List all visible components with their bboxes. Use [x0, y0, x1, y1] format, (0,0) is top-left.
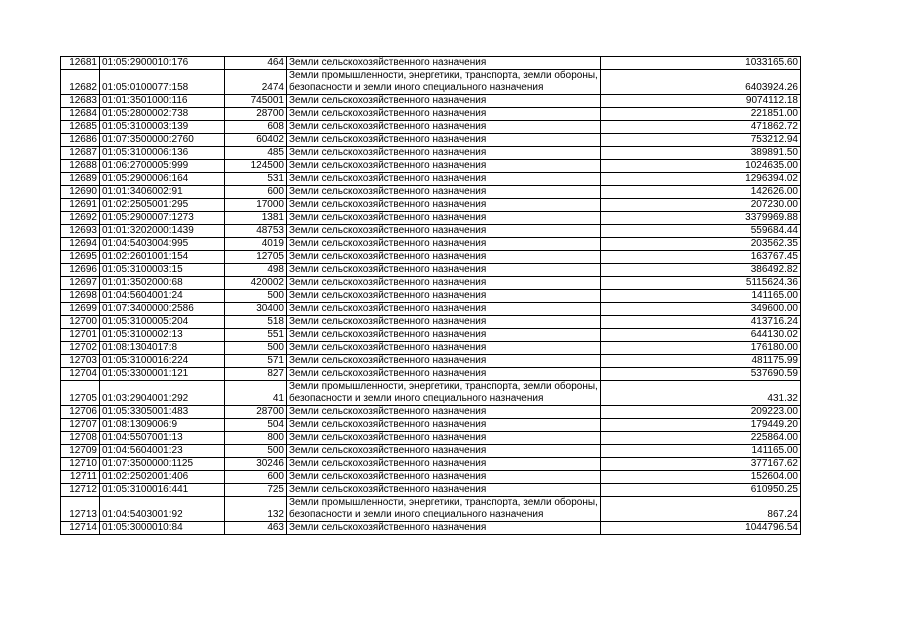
land-category-cell: Земли промышленности, энергетики, транспорта, земли обороны, безопасности и земли иного специального назначения [287, 497, 601, 522]
land-category-cell: Земли сельскохозяйственного назначения [287, 316, 601, 329]
land-category-cell: Земли сельскохозяйственного назначения [287, 251, 601, 264]
land-registry-table [60, 56, 801, 535]
cadastral-value-cell: 209223.00 [601, 406, 801, 419]
area-cell: 531 [225, 173, 287, 186]
area-cell: 30400 [225, 303, 287, 316]
cadastral-number-cell: 01:04:5604001:23 [100, 445, 225, 458]
area-cell: 518 [225, 316, 287, 329]
cadastral-number-cell: 01:05:2900007:1273 [100, 212, 225, 225]
area-cell: 30246 [225, 458, 287, 471]
table-row [61, 316, 801, 329]
cadastral-number-cell: 01:01:3406002:91 [100, 186, 225, 199]
row-number-cell: 12691 [61, 199, 100, 212]
row-number-cell: 12706 [61, 406, 100, 419]
cadastral-number-cell: 01:05:3300001:121 [100, 368, 225, 381]
land-category-cell: Земли сельскохозяйственного назначения [287, 406, 601, 419]
cadastral-value-cell: 152604.00 [601, 471, 801, 484]
table-row [61, 186, 801, 199]
table-row [61, 251, 801, 264]
area-cell: 4019 [225, 238, 287, 251]
cadastral-value-cell: 753212.94 [601, 134, 801, 147]
table-row [61, 264, 801, 277]
cadastral-value-cell: 203562.35 [601, 238, 801, 251]
table-row [61, 484, 801, 497]
cadastral-value-cell: 9074112.18 [601, 95, 801, 108]
area-cell: 600 [225, 186, 287, 199]
row-number-cell: 12686 [61, 134, 100, 147]
cadastral-value-cell: 176180.00 [601, 342, 801, 355]
table-row [61, 70, 801, 95]
row-number-cell: 12712 [61, 484, 100, 497]
area-cell: 504 [225, 419, 287, 432]
cadastral-number-cell: 01:05:3100016:224 [100, 355, 225, 368]
cadastral-number-cell: 01:05:3100002:13 [100, 329, 225, 342]
land-category-cell: Земли сельскохозяйственного назначения [287, 277, 601, 290]
table-row [61, 199, 801, 212]
row-number-cell: 12697 [61, 277, 100, 290]
table-row [61, 277, 801, 290]
cadastral-value-cell: 386492.82 [601, 264, 801, 277]
land-category-cell: Земли сельскохозяйственного назначения [287, 445, 601, 458]
row-number-cell: 12699 [61, 303, 100, 316]
cadastral-value-cell: 179449.20 [601, 419, 801, 432]
area-cell: 600 [225, 471, 287, 484]
land-category-cell: Земли сельскохозяйственного назначения [287, 160, 601, 173]
land-category-cell: Земли сельскохозяйственного назначения [287, 134, 601, 147]
row-number-cell: 12700 [61, 316, 100, 329]
area-cell: 124500 [225, 160, 287, 173]
cadastral-number-cell: 01:02:2505001:295 [100, 199, 225, 212]
land-category-cell: Земли сельскохозяйственного назначения [287, 57, 601, 70]
cadastral-value-cell: 1296394.02 [601, 173, 801, 186]
cadastral-number-cell: 01:04:5604001:24 [100, 290, 225, 303]
table-row [61, 355, 801, 368]
row-number-cell: 12688 [61, 160, 100, 173]
land-category-cell: Земли промышленности, энергетики, транспорта, земли обороны, безопасности и земли иного специального назначения [287, 381, 601, 406]
cadastral-value-cell: 207230.00 [601, 199, 801, 212]
land-category-cell: Земли промышленности, энергетики, транспорта, земли обороны, безопасности и земли иного специального назначения [287, 70, 601, 95]
cadastral-value-cell: 413716.24 [601, 316, 801, 329]
cadastral-number-cell: 01:05:3305001:483 [100, 406, 225, 419]
cadastral-value-cell: 431.32 [601, 381, 801, 406]
table-body [61, 57, 801, 535]
cadastral-number-cell: 01:05:2900006:164 [100, 173, 225, 186]
table-row [61, 108, 801, 121]
area-cell: 2474 [225, 70, 287, 95]
land-category-cell: Земли сельскохозяйственного назначения [287, 199, 601, 212]
row-number-cell: 12698 [61, 290, 100, 303]
table-row [61, 303, 801, 316]
row-number-cell: 12687 [61, 147, 100, 160]
table-row [61, 458, 801, 471]
cadastral-value-cell: 537690.59 [601, 368, 801, 381]
cadastral-number-cell: 01:08:1304017:8 [100, 342, 225, 355]
row-number-cell: 12707 [61, 419, 100, 432]
table-row [61, 342, 801, 355]
area-cell: 500 [225, 290, 287, 303]
cadastral-value-cell: 377167.62 [601, 458, 801, 471]
row-number-cell: 12710 [61, 458, 100, 471]
area-cell: 17000 [225, 199, 287, 212]
cadastral-number-cell: 01:07:3500000:2760 [100, 134, 225, 147]
cadastral-value-cell: 225864.00 [601, 432, 801, 445]
cadastral-value-cell: 559684.44 [601, 225, 801, 238]
row-number-cell: 12704 [61, 368, 100, 381]
cadastral-number-cell: 01:04:5403001:92 [100, 497, 225, 522]
area-cell: 608 [225, 121, 287, 134]
land-category-cell: Земли сельскохозяйственного назначения [287, 290, 601, 303]
table-row [61, 225, 801, 238]
cadastral-number-cell: 01:08:1309006:9 [100, 419, 225, 432]
area-cell: 28700 [225, 406, 287, 419]
cadastral-number-cell: 01:06:2700005:999 [100, 160, 225, 173]
row-number-cell: 12701 [61, 329, 100, 342]
cadastral-value-cell: 3379969.88 [601, 212, 801, 225]
land-category-cell: Земли сельскохозяйственного назначения [287, 108, 601, 121]
cadastral-value-cell: 867.24 [601, 497, 801, 522]
land-category-cell: Земли сельскохозяйственного назначения [287, 522, 601, 535]
land-category-cell: Земли сельскохозяйственного назначения [287, 303, 601, 316]
land-category-cell: Земли сельскохозяйственного назначения [287, 225, 601, 238]
cadastral-value-cell: 221851.00 [601, 108, 801, 121]
cadastral-value-cell: 349600.00 [601, 303, 801, 316]
cadastral-number-cell: 01:02:2502001:406 [100, 471, 225, 484]
area-cell: 498 [225, 264, 287, 277]
table-row [61, 329, 801, 342]
cadastral-number-cell: 01:04:5403004:995 [100, 238, 225, 251]
row-number-cell: 12711 [61, 471, 100, 484]
table-row [61, 290, 801, 303]
cadastral-number-cell: 01:05:2800002:738 [100, 108, 225, 121]
land-category-cell: Земли сельскохозяйственного назначения [287, 432, 601, 445]
table-row [61, 147, 801, 160]
cadastral-number-cell: 01:05:2900010:176 [100, 57, 225, 70]
cadastral-value-cell: 1024635.00 [601, 160, 801, 173]
table-row [61, 522, 801, 535]
land-category-cell: Земли сельскохозяйственного назначения [287, 173, 601, 186]
area-cell: 485 [225, 147, 287, 160]
area-cell: 48753 [225, 225, 287, 238]
cadastral-value-cell: 141165.00 [601, 290, 801, 303]
land-category-cell: Земли сельскохозяйственного назначения [287, 342, 601, 355]
cadastral-number-cell: 01:01:3502000:68 [100, 277, 225, 290]
land-category-cell: Земли сельскохозяйственного назначения [287, 329, 601, 342]
cadastral-value-cell: 142626.00 [601, 186, 801, 199]
area-cell: 551 [225, 329, 287, 342]
row-number-cell: 12695 [61, 251, 100, 264]
cadastral-value-cell: 610950.25 [601, 484, 801, 497]
cadastral-number-cell: 01:04:5507001:13 [100, 432, 225, 445]
row-number-cell: 12693 [61, 225, 100, 238]
cadastral-value-cell: 163767.45 [601, 251, 801, 264]
table-row [61, 160, 801, 173]
table-row [61, 121, 801, 134]
area-cell: 420002 [225, 277, 287, 290]
table-row [61, 471, 801, 484]
land-category-cell: Земли сельскохозяйственного назначения [287, 368, 601, 381]
row-number-cell: 12705 [61, 381, 100, 406]
area-cell: 41 [225, 381, 287, 406]
cadastral-number-cell: 01:05:3100006:136 [100, 147, 225, 160]
area-cell: 500 [225, 342, 287, 355]
area-cell: 1381 [225, 212, 287, 225]
land-category-cell: Земли сельскохозяйственного назначения [287, 95, 601, 108]
cadastral-number-cell: 01:07:3400000:2586 [100, 303, 225, 316]
area-cell: 60402 [225, 134, 287, 147]
table-row [61, 445, 801, 458]
cadastral-number-cell: 01:05:3100016:441 [100, 484, 225, 497]
land-category-cell: Земли сельскохозяйственного назначения [287, 238, 601, 251]
land-category-cell: Земли сельскохозяйственного назначения [287, 471, 601, 484]
area-cell: 827 [225, 368, 287, 381]
cadastral-number-cell: 01:05:0100077:158 [100, 70, 225, 95]
row-number-cell: 12703 [61, 355, 100, 368]
cadastral-number-cell: 01:05:3100003:15 [100, 264, 225, 277]
table-row [61, 419, 801, 432]
land-category-cell: Земли сельскохозяйственного назначения [287, 355, 601, 368]
cadastral-value-cell: 481175.99 [601, 355, 801, 368]
row-number-cell: 12709 [61, 445, 100, 458]
cadastral-number-cell: 01:02:2601001:154 [100, 251, 225, 264]
land-category-cell: Земли сельскохозяйственного назначения [287, 147, 601, 160]
table-row [61, 173, 801, 186]
table-row [61, 57, 801, 70]
area-cell: 745001 [225, 95, 287, 108]
cadastral-number-cell: 01:05:3000010:84 [100, 522, 225, 535]
table-row [61, 368, 801, 381]
cadastral-value-cell: 6403924.26 [601, 70, 801, 95]
cadastral-number-cell: 01:05:3100005:204 [100, 316, 225, 329]
cadastral-value-cell: 141165.00 [601, 445, 801, 458]
row-number-cell: 12702 [61, 342, 100, 355]
row-number-cell: 12683 [61, 95, 100, 108]
land-category-cell: Земли сельскохозяйственного назначения [287, 419, 601, 432]
area-cell: 463 [225, 522, 287, 535]
row-number-cell: 12684 [61, 108, 100, 121]
row-number-cell: 12689 [61, 173, 100, 186]
table-row [61, 432, 801, 445]
land-category-cell: Земли сельскохозяйственного назначения [287, 212, 601, 225]
area-cell: 800 [225, 432, 287, 445]
table-row [61, 381, 801, 406]
area-cell: 725 [225, 484, 287, 497]
row-number-cell: 12685 [61, 121, 100, 134]
area-cell: 132 [225, 497, 287, 522]
table-row [61, 134, 801, 147]
table-row [61, 212, 801, 225]
table-row [61, 95, 801, 108]
cadastral-value-cell: 389891.50 [601, 147, 801, 160]
area-cell: 12705 [225, 251, 287, 264]
row-number-cell: 12692 [61, 212, 100, 225]
cadastral-value-cell: 5115624.36 [601, 277, 801, 290]
area-cell: 28700 [225, 108, 287, 121]
land-category-cell: Земли сельскохозяйственного назначения [287, 458, 601, 471]
cadastral-number-cell: 01:01:3501000:116 [100, 95, 225, 108]
row-number-cell: 12690 [61, 186, 100, 199]
row-number-cell: 12708 [61, 432, 100, 445]
table-row [61, 497, 801, 522]
cadastral-value-cell: 644130.02 [601, 329, 801, 342]
cadastral-number-cell: 01:05:3100003:139 [100, 121, 225, 134]
row-number-cell: 12713 [61, 497, 100, 522]
row-number-cell: 12682 [61, 70, 100, 95]
land-category-cell: Земли сельскохозяйственного назначения [287, 484, 601, 497]
row-number-cell: 12714 [61, 522, 100, 535]
area-cell: 464 [225, 57, 287, 70]
cadastral-number-cell: 01:07:3500000:1125 [100, 458, 225, 471]
cadastral-number-cell: 01:03:2904001:292 [100, 381, 225, 406]
cadastral-number-cell: 01:01:3202000:1439 [100, 225, 225, 238]
row-number-cell: 12681 [61, 57, 100, 70]
cadastral-value-cell: 1033165.60 [601, 57, 801, 70]
land-category-cell: Земли сельскохозяйственного назначения [287, 186, 601, 199]
area-cell: 571 [225, 355, 287, 368]
table-row [61, 406, 801, 419]
land-category-cell: Земли сельскохозяйственного назначения [287, 121, 601, 134]
cadastral-value-cell: 471862.72 [601, 121, 801, 134]
table-row [61, 238, 801, 251]
land-category-cell: Земли сельскохозяйственного назначения [287, 264, 601, 277]
cadastral-value-cell: 1044796.54 [601, 522, 801, 535]
row-number-cell: 12696 [61, 264, 100, 277]
row-number-cell: 12694 [61, 238, 100, 251]
area-cell: 500 [225, 445, 287, 458]
